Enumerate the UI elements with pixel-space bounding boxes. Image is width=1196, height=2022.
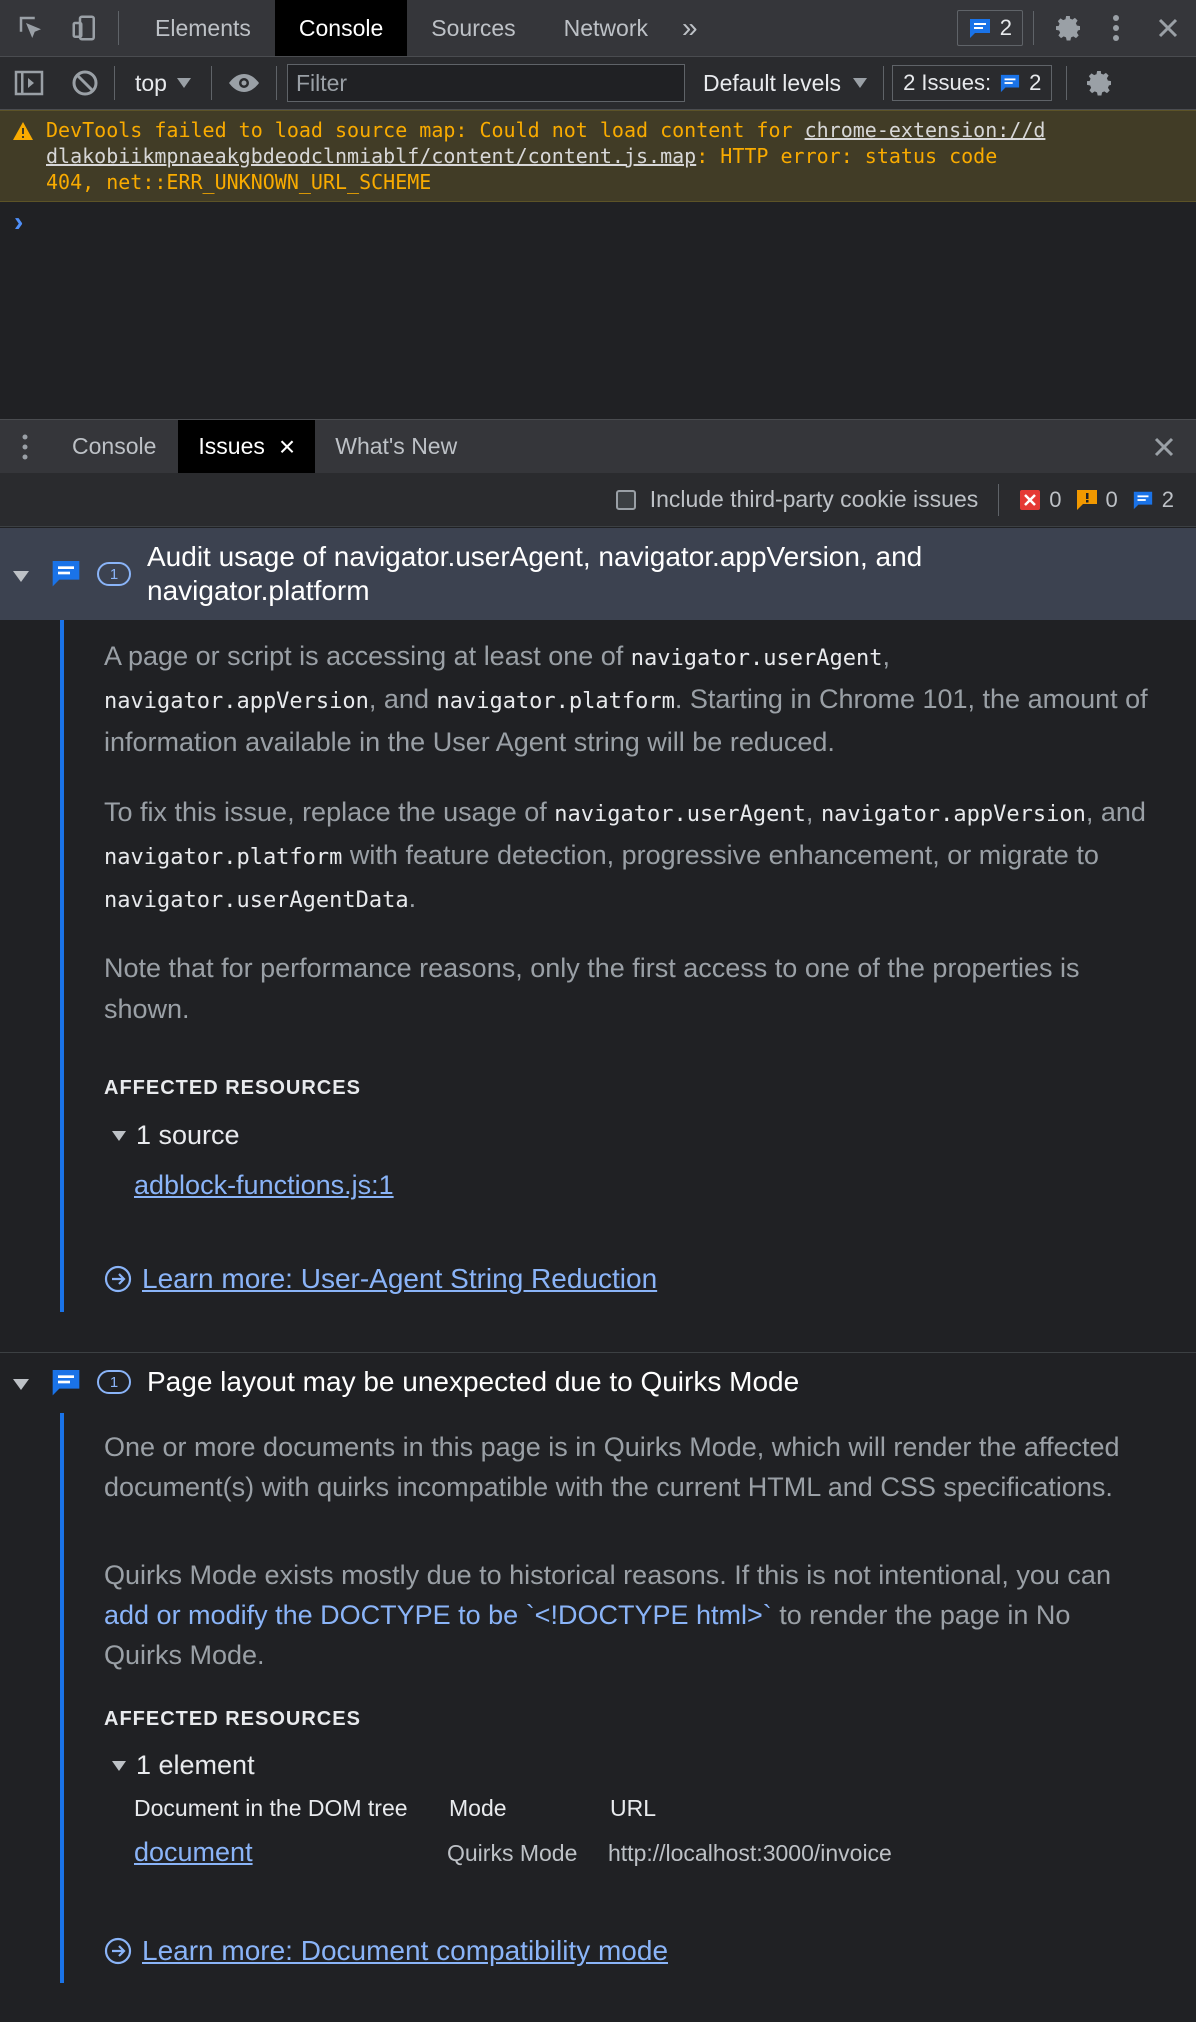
log-levels-dropdown[interactable] (685, 70, 881, 97)
code-snippet: navigator.userAgent (630, 646, 883, 671)
learn-more-link[interactable] (104, 1935, 668, 1967)
issues-count-label: 2 Issues: (903, 70, 992, 95)
table-header-document: Document in the DOM tree (134, 1795, 408, 1821)
devtools-main-toolbar (0, 0, 1196, 57)
drawer-tabbar (0, 419, 1196, 474)
warning-icon (1076, 489, 1098, 511)
console-toolbar (0, 57, 1196, 110)
table-header-url: URL (610, 1795, 657, 1821)
issue-title-line2: navigator.platform (147, 575, 370, 606)
issue-fix-paragraph (104, 792, 1154, 921)
issues-count-value: 2 (1029, 70, 1042, 95)
arrow-circle-icon (104, 1937, 132, 1965)
code-snippet: navigator.userAgent (554, 802, 806, 827)
close-drawer-icon[interactable] (1132, 420, 1196, 473)
message-icon (999, 73, 1021, 93)
drawer-tab-issues[interactable] (178, 420, 315, 473)
issue-header-quirks-mode[interactable] (0, 1353, 1196, 1413)
log-levels-value: Default levels (702, 69, 842, 96)
text: , (805, 797, 821, 827)
settings-gear-icon[interactable] (1044, 0, 1092, 56)
text: to render the page in No Quirks Mode. (104, 1600, 1071, 1670)
table-row (134, 1835, 1034, 1879)
expand-arrow-icon (13, 1379, 29, 1390)
warning-text-cont: : HTTP error: status code (696, 144, 998, 168)
close-tab-icon[interactable]: × (278, 430, 296, 462)
text: A page or script is accessing at least one of (104, 641, 631, 671)
device-toolbar-icon[interactable] (62, 0, 108, 56)
context-selector[interactable] (125, 70, 201, 97)
issue-body-navigator (60, 620, 1180, 1312)
console-prompt[interactable] (0, 202, 1196, 242)
learn-more-link-text[interactable]: Learn more: User-Agent String Reduction (142, 1263, 658, 1294)
issue-occurrence-count: 1 (97, 562, 131, 586)
drawer-tab-console[interactable]: Console (72, 433, 157, 459)
issues-counter-value: 2 (999, 15, 1012, 40)
table-header-mode: Mode (449, 1795, 507, 1821)
clear-console-icon[interactable] (58, 57, 112, 109)
text: , and (368, 684, 437, 714)
table-header-row (134, 1795, 1034, 1835)
toolbar-divider (998, 484, 999, 516)
error-icon (1019, 489, 1041, 511)
resource-toggle[interactable] (112, 1750, 255, 1781)
arrow-circle-icon (104, 1265, 132, 1293)
toolbar-divider (1033, 11, 1034, 45)
issue-description-paragraph: One or more documents in this page is in Quirks Mode, which will render the affected document(s) with quirks incompatible with the current HTML and CSS specifications. (104, 1432, 1120, 1502)
issue-body-quirks-mode (60, 1413, 1180, 1983)
expand-arrow-icon (112, 1761, 126, 1771)
toolbar-divider (211, 66, 212, 100)
resource-toggle-label: 1 source (136, 1120, 240, 1150)
third-party-cookie-label: Include third-party cookie issues (649, 486, 979, 512)
info-count: 2 (1161, 486, 1174, 512)
live-expression-eye-icon[interactable] (222, 57, 266, 109)
code-snippet: navigator.userAgentData (104, 888, 409, 913)
tab-sources[interactable]: Sources (431, 14, 516, 41)
code-snippet: navigator.appVersion (104, 689, 369, 714)
drawer-tab-issues-label: Issues (198, 433, 265, 459)
issue-occurrence-count: 1 (97, 1370, 131, 1394)
text: , (882, 641, 890, 671)
more-options-icon[interactable] (1092, 0, 1140, 56)
tab-elements[interactable]: Elements (155, 14, 251, 41)
toolbar-divider (1066, 66, 1067, 100)
doctype-link[interactable]: add or modify the DOCTYPE to be `<!DOCTYPE html>` (104, 1600, 772, 1630)
issues-count-button[interactable] (892, 65, 1052, 101)
affected-resources-heading: AFFECTED RESOURCES (104, 1077, 361, 1099)
learn-more-link[interactable] (104, 1263, 657, 1295)
toolbar-divider (276, 66, 277, 100)
tab-console[interactable]: Console (275, 0, 407, 56)
document-node-link[interactable]: document (134, 1837, 253, 1867)
close-devtools-icon[interactable] (1140, 0, 1196, 56)
console-warning-message (0, 110, 1196, 202)
affected-elements-table (134, 1795, 1034, 1879)
expand-arrow-icon (112, 1131, 126, 1141)
more-tabs-button[interactable]: » (682, 12, 698, 43)
inspect-element-icon[interactable] (0, 0, 62, 56)
expand-arrow-icon (13, 571, 29, 582)
code-snippet: navigator.platform (104, 845, 343, 870)
text: , and (1085, 797, 1146, 827)
issues-counter-button[interactable] (957, 10, 1023, 46)
warning-text-end: 404, net::ERR_UNKNOWN_URL_SCHEME (46, 170, 432, 194)
toolbar-divider (118, 11, 119, 45)
text: . Starting in Chrome 101, the amount of information available in the User Agent string will be reduced. (104, 684, 1148, 757)
info-message-icon (1132, 489, 1154, 511)
warning-text: DevTools failed to load source map: Could not load content for (46, 118, 805, 142)
text: . (408, 883, 417, 913)
warning-count: 0 (1105, 486, 1118, 512)
error-count: 0 (1049, 486, 1062, 512)
source-map-link-cont[interactable]: dlakobiikmpnaeakgbdeodclnmiablf/content/content.js.map (46, 144, 697, 168)
resource-toggle-label: 1 element (136, 1750, 255, 1780)
toolbar-divider (114, 66, 115, 100)
issue-note-paragraph: Note that for performance reasons, only the first access to one of the properties is shown. (104, 953, 1080, 1024)
affected-resources-heading: AFFECTED RESOURCES (104, 1708, 361, 1730)
issue-title (147, 540, 922, 608)
issue-explanation-paragraph (104, 1555, 1154, 1675)
context-selector-value: top (135, 69, 167, 96)
code-snippet: navigator.platform (436, 689, 675, 714)
message-issue-icon (50, 558, 82, 588)
filter-input[interactable]: Filter (287, 64, 685, 102)
issue-title-line1: Audit usage of navigator.userAgent, navigator.appVersion, and (147, 541, 923, 572)
prompt-chevron-icon: › (14, 206, 24, 237)
url-cell: http://localhost:3000/invoice (608, 1840, 892, 1866)
dropdown-arrow-icon (853, 78, 867, 88)
drawer-tab-whats-new[interactable]: What's New (335, 433, 458, 459)
third-party-cookie-checkbox[interactable] (616, 490, 636, 510)
source-map-link[interactable]: chrome-extension://d (804, 118, 1046, 142)
dropdown-arrow-icon (177, 78, 191, 88)
issue-header-navigator[interactable] (0, 528, 1196, 620)
message-icon (968, 17, 992, 39)
show-sidebar-icon[interactable] (0, 57, 58, 109)
mode-cell: Quirks Mode (447, 1840, 578, 1866)
code-snippet: navigator.appVersion (820, 802, 1086, 827)
learn-more-link-text[interactable]: Learn more: Document compatibility mode (142, 1935, 669, 1966)
text: To fix this issue, replace the usage of (104, 797, 555, 827)
drawer-menu-icon[interactable] (0, 420, 50, 473)
issues-toolbar (0, 473, 1196, 527)
resource-source-link[interactable]: adblock-functions.js:1 (134, 1170, 394, 1200)
text: with feature detection, progressive enhancement, or migrate to (342, 840, 1099, 870)
issue-title: Page layout may be unexpected due to Quirks Mode (147, 1366, 800, 1397)
message-issue-icon (50, 1367, 82, 1397)
toolbar-divider (883, 66, 884, 100)
text: Quirks Mode exists mostly due to historical reasons. If this is not intentional, you can (104, 1560, 1111, 1590)
issue-description-paragraph (104, 636, 1154, 763)
warning-triangle-icon (12, 121, 34, 141)
resource-toggle[interactable] (112, 1120, 240, 1151)
tab-network[interactable]: Network (563, 14, 648, 41)
console-settings-gear-icon[interactable] (1075, 57, 1123, 109)
